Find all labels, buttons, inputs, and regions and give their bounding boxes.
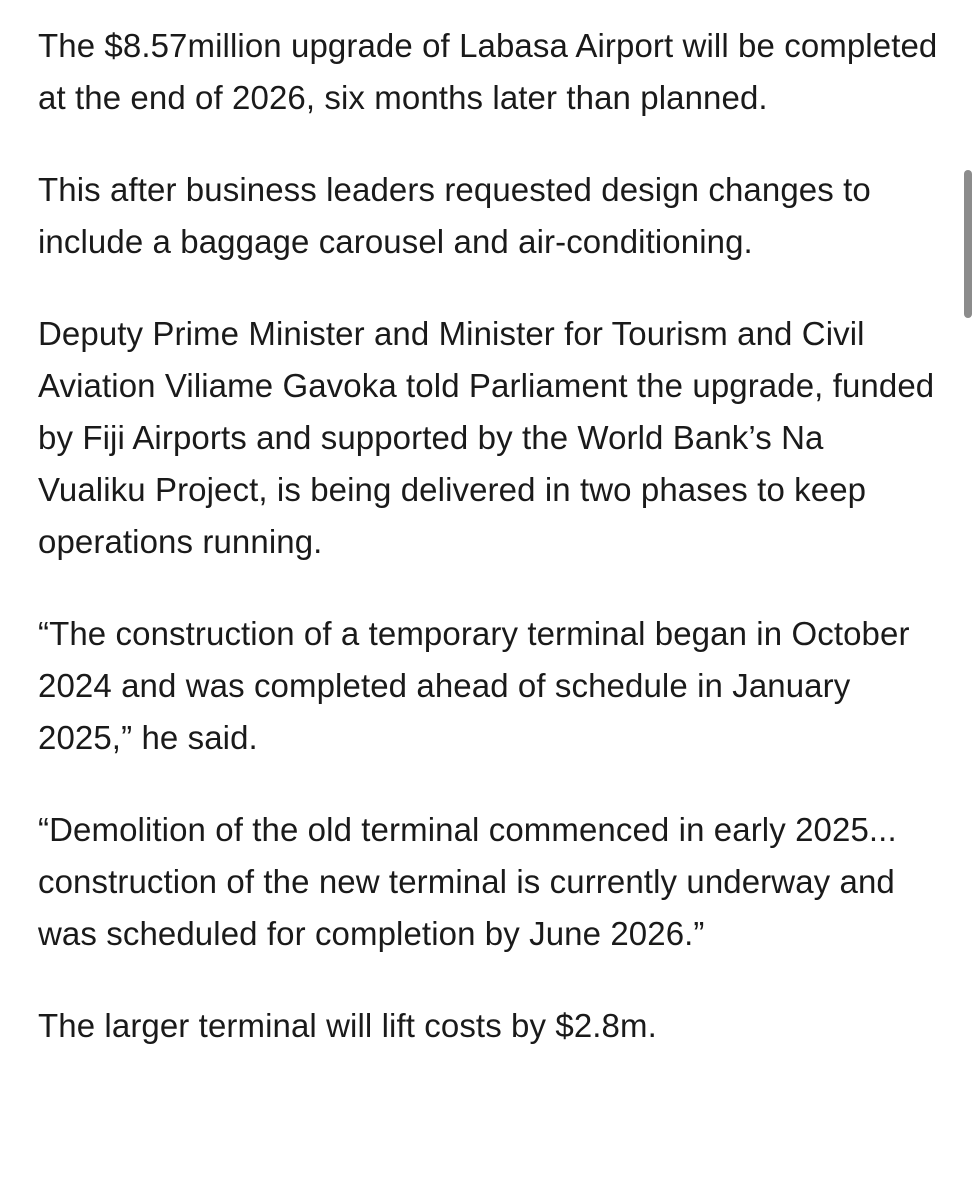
article-paragraph: The $8.57million upgrade of Labasa Airport will be completed at the end of 2026, six months later than planned. <box>38 27 938 116</box>
article-paragraph: This after business leaders requested design changes to include a baggage carousel and air-conditioning. <box>38 171 871 260</box>
article-paragraph: The larger terminal will lift costs by $2.8m. <box>38 1007 657 1044</box>
article-paragraph: “Demolition of the old terminal commenced in early 2025... construction of the new terminal is currently underway and was scheduled for completion by June 2026.” <box>38 811 897 952</box>
article-body <box>38 20 938 1092</box>
article-paragraph: “The construction of a temporary terminal began in October 2024 and was completed ahead of schedule in January 2025,” he said. <box>38 615 910 756</box>
article-paragraph: Deputy Prime Minister and Minister for Tourism and Civil Aviation Viliame Gavoka told Parliament the upgrade, funded by Fiji Airports and supported by the World Bank’s Na Vualiku Project, is being delivered in two phases to keep operations running. <box>38 315 935 560</box>
scrollbar-thumb[interactable] <box>964 170 972 318</box>
